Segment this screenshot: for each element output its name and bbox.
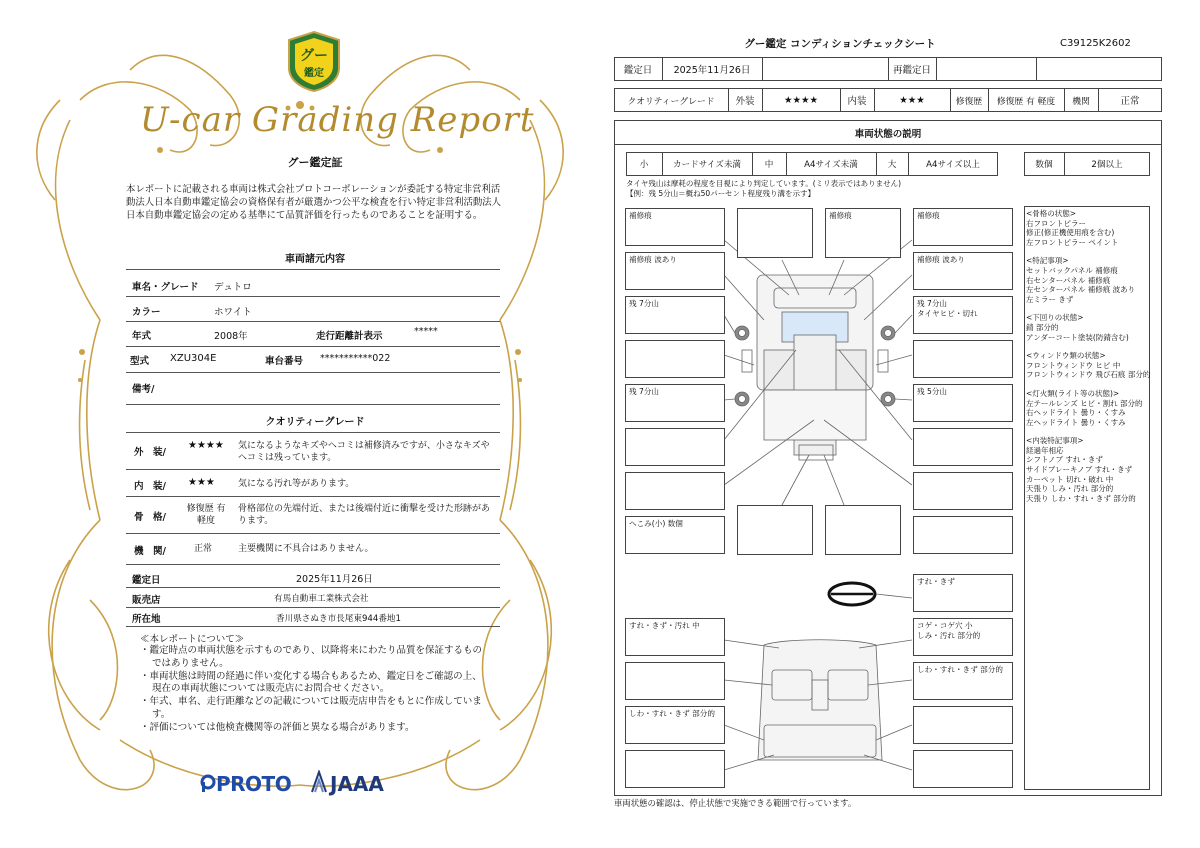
- legend-group: [1026, 313, 1151, 342]
- divider: [126, 269, 500, 270]
- legend-item: フロントウィンドウ ヒビ 中: [1026, 360, 1121, 370]
- legend-heading: <下回りの状態>: [1026, 313, 1084, 323]
- badge-line2: 鑑定: [304, 68, 324, 79]
- engine-label: 機 関/: [134, 546, 166, 557]
- condition-heading: 車両状態の説明: [854, 128, 922, 140]
- interior-value: ★★★: [899, 94, 925, 106]
- mileage-label: 走行距離計表示: [316, 331, 383, 342]
- badge-line1: グー: [300, 48, 328, 64]
- engine-value: 正常: [1120, 96, 1140, 107]
- legend-item: 左ミラー きず: [1026, 294, 1074, 304]
- legend-item: アンダーコート塗装(防錆含む): [1026, 332, 1129, 342]
- legend-group: [1026, 436, 1151, 503]
- legend-item: セットバックパネル 補修痕: [1026, 265, 1118, 275]
- proto-logo-text: PROTO: [216, 772, 292, 796]
- note-item: ・評価については他検査機関等の評価と異なる場合があります。: [140, 721, 415, 733]
- note-box: [625, 662, 725, 700]
- repair-label: 修復歴: [955, 96, 983, 107]
- tire-note-line1: タイヤ残山は摩耗の程度を目視により判定しています。(ミリ表示ではありません): [626, 179, 902, 188]
- address-label: 所在地: [132, 614, 161, 625]
- interior-desc: 気になる汚れ等があります。: [238, 479, 355, 489]
- mileage-value: *****: [414, 326, 438, 337]
- divider: [126, 587, 500, 588]
- sheet-title: グー鑑定 コンディションチェックシート: [744, 38, 936, 50]
- note-box: 補修痕 波あり: [913, 252, 1013, 290]
- remarks-label: 備考/: [132, 384, 155, 395]
- shop-value: 有馬自動車工業株式会社: [274, 594, 369, 604]
- legend-item: 修正(修正機使用痕を含む): [1026, 228, 1115, 238]
- model-label: 型式: [130, 356, 150, 367]
- note-box: [825, 505, 901, 555]
- interior-label: 内装: [847, 96, 867, 107]
- notes-list: [140, 645, 490, 735]
- note-box: [913, 516, 1013, 554]
- certificate-body: 本レポートに記載される車両は株式会社プロトコーポレーションが委託する特定非営利活動法人日本自動車鑑定協会の資格保有者が厳選かつ公平な検査を行い特定非営利活動法人日本自動車鑑定協会の定める基準にて品質評価を行ったものであることを証明する。: [126, 184, 502, 221]
- note-box: しわ・すれ・きず 部分的: [913, 662, 1013, 700]
- divider: [126, 469, 500, 470]
- date-value: 2025年11月26日: [296, 574, 373, 585]
- legend-item: シフトノブ すれ・きず: [1026, 455, 1103, 465]
- divider: [126, 533, 500, 534]
- note-box: [913, 472, 1013, 510]
- note-box: [737, 208, 813, 258]
- name-label: 車名・グレード: [132, 282, 199, 293]
- grade-label: クオリティーグレード: [627, 96, 715, 107]
- note-box: 補修痕: [625, 208, 725, 246]
- quality-heading: クオリティーグレード: [265, 417, 365, 428]
- legend-heading: <灯火類(ライト等の状態)>: [1026, 388, 1120, 398]
- note-item: ・車両状態は時間の経過に伴い変化する場合もあるため、鑑定日をご確認の上、現在の車両状態については販売店にお問合せください。: [140, 670, 482, 695]
- note-line: タイヤヒビ・切れ: [917, 309, 978, 318]
- color-label: カラー: [132, 307, 161, 318]
- legend-item: 左ヘッドライト 曇り・くすみ: [1026, 417, 1126, 427]
- exterior-desc: 気になるようなキズやヘコミは補修済みですが、小さなキズやヘコミは残っています。: [238, 441, 490, 463]
- divider: [126, 626, 500, 627]
- sheet-code: C39125K2602: [1060, 38, 1131, 49]
- divider: [126, 607, 500, 608]
- note-box: [625, 750, 725, 788]
- legend-heading: <骨格の状態>: [1026, 209, 1077, 218]
- chassis-value: ***********022: [320, 353, 391, 364]
- tire-note-line2: 【例：残 5分山＝概ね50パーセント程度残り溝を示す】: [626, 188, 816, 198]
- size-m-desc: A4サイズ未満: [804, 160, 858, 170]
- engine-label: 機関: [1072, 96, 1090, 107]
- frame-desc: 骨格部位の先端付近、または後端付近に衝撃を受けた形跡があります。: [238, 504, 491, 526]
- exterior-value: ★★★★: [783, 94, 819, 106]
- legend-item: 右センターパネル 補修痕: [1026, 275, 1111, 285]
- tire-note: [626, 179, 901, 198]
- note-box: [625, 428, 725, 466]
- count-label: 数個: [1035, 160, 1053, 170]
- legend-heading: <特記事項>: [1026, 256, 1069, 266]
- divider: [126, 372, 500, 373]
- note-box: しわ・すれ・きず 部分的: [625, 706, 725, 744]
- divider: [126, 564, 500, 565]
- legend-item: 右フロントピラー: [1026, 218, 1086, 228]
- note-box: [913, 296, 1013, 334]
- notes-heading: ≪本レポートについて≫: [140, 634, 245, 645]
- legend-item: 左テールレンズ ヒビ・割れ 部分的: [1026, 398, 1143, 408]
- proto-logo-icon: [200, 774, 216, 794]
- note-item: ・鑑定時点の車両状態を示すものであり、以降将来にわたり品質を保証するものではありません。: [140, 645, 483, 669]
- count-desc: 2個以上: [1091, 160, 1123, 170]
- note-box: へこみ(小) 数個: [625, 516, 725, 554]
- sheet-date-label: 鑑定日: [623, 65, 653, 76]
- interior-label: 内 装/: [134, 481, 166, 492]
- footer-note: 車両状態の確認は、停止状態で実施できる範囲で行っています。: [614, 798, 857, 808]
- exterior-label: 外装: [735, 96, 755, 107]
- note-box: [737, 505, 813, 555]
- color-value: ホワイト: [214, 307, 252, 318]
- engine-desc: 主要機関に不具合はありません。: [238, 544, 374, 554]
- divider: [126, 346, 500, 347]
- engine-grade: 正常: [194, 544, 213, 554]
- reinspect-label: 再鑑定日: [892, 65, 931, 76]
- note-box: [913, 340, 1013, 378]
- note-box: 残 7分山: [625, 384, 725, 422]
- name-value: デュトロ: [214, 282, 252, 293]
- model-value: XZU304E: [170, 353, 217, 364]
- legend-group: [1026, 256, 1151, 304]
- sheet-date-value: 2025年11月26日: [673, 65, 751, 76]
- legend-heading: <ウィンドウ類の状態>: [1026, 351, 1106, 361]
- year-label: 年式: [132, 331, 152, 342]
- interior-stars: ★★★: [188, 477, 215, 488]
- legend-item: 右ヘッドライト 曇り・くすみ: [1026, 408, 1126, 418]
- note-box: すれ・きず: [913, 574, 1013, 612]
- size-l: 大: [887, 160, 897, 170]
- legend-item: 左センターパネル 補修痕 波あり: [1026, 285, 1136, 295]
- divider: [126, 321, 500, 322]
- note-line: 残 7分山: [917, 299, 948, 308]
- note-box: 補修痕 波あり: [625, 252, 725, 290]
- legend-group: [1026, 351, 1151, 380]
- size-s: 小: [639, 160, 649, 170]
- exterior-stars: ★★★★: [188, 440, 224, 451]
- divider: [126, 296, 500, 297]
- repair-value: 修復歴 有 軽度: [996, 96, 1056, 107]
- chassis-label: 車台番号: [265, 356, 304, 367]
- note-box: [913, 750, 1013, 788]
- jaaa-logo-icon: [310, 770, 328, 794]
- address-value: 香川県さぬき市長尾東944番地1: [276, 614, 401, 624]
- note-box: すれ・きず・汚れ 中: [625, 618, 725, 656]
- year-value: 2008年: [214, 331, 248, 342]
- legend-item: カーペット 切れ・破れ 中: [1026, 474, 1114, 484]
- condition-legend: [1026, 209, 1151, 512]
- legend-item: 天張り しみ・汚れ 部分的: [1026, 484, 1114, 494]
- spec-heading: 車両諸元内容: [285, 254, 345, 265]
- divider: [126, 432, 500, 433]
- note-box: 残 7分山: [625, 296, 725, 334]
- note-box: 補修痕: [825, 208, 901, 258]
- divider: [126, 404, 500, 405]
- note-line: しみ・汚れ 部分的: [917, 631, 981, 640]
- date-label: 鑑定日: [132, 575, 161, 586]
- legend-heading: <内装特記事項>: [1026, 436, 1084, 446]
- note-box: [913, 428, 1013, 466]
- legend-item: サイドブレーキノブ すれ・きず: [1026, 465, 1133, 475]
- certificate-title: グー鑑定証: [287, 156, 343, 169]
- legend-group: [1026, 209, 1151, 247]
- note-box: [913, 706, 1013, 744]
- legend-item: フロントウィンドウ 飛び石痕 部分的: [1026, 370, 1151, 380]
- legend-item: 天張り しわ・すれ・きず 部分的: [1026, 493, 1136, 503]
- divider: [126, 496, 500, 497]
- legend-item: 経過年相応: [1026, 445, 1064, 455]
- size-s-desc: カードサイズ未満: [672, 160, 742, 170]
- frame-label: 骨 格/: [134, 512, 166, 523]
- note-line: コゲ・コゲ穴 小: [917, 621, 973, 630]
- note-box: [625, 472, 725, 510]
- report-script-title: U-car Grading Report: [140, 100, 535, 140]
- legend-item: 錆 部分的: [1026, 322, 1059, 332]
- frame-grade: 修復歴 有 軽度: [186, 504, 226, 526]
- legend-group: [1026, 389, 1151, 427]
- legend-item: 左フロントピラー ペイント: [1026, 237, 1119, 247]
- note-box: [913, 618, 1013, 656]
- note-box: 残 5分山: [913, 384, 1013, 422]
- shop-label: 販売店: [132, 595, 161, 606]
- goo-kantei-badge-icon: [285, 30, 343, 92]
- note-box: 補修痕: [913, 208, 1013, 246]
- size-m: 中: [764, 160, 774, 170]
- jaaa-logo-text: JAAA: [330, 772, 384, 796]
- exterior-label: 外 装/: [134, 447, 166, 458]
- note-item: ・年式、車名、走行距離などの記載については販売店申告をもとに作成しています。: [140, 696, 482, 720]
- size-l-desc: A4サイズ以上: [926, 160, 980, 170]
- note-box: [625, 340, 725, 378]
